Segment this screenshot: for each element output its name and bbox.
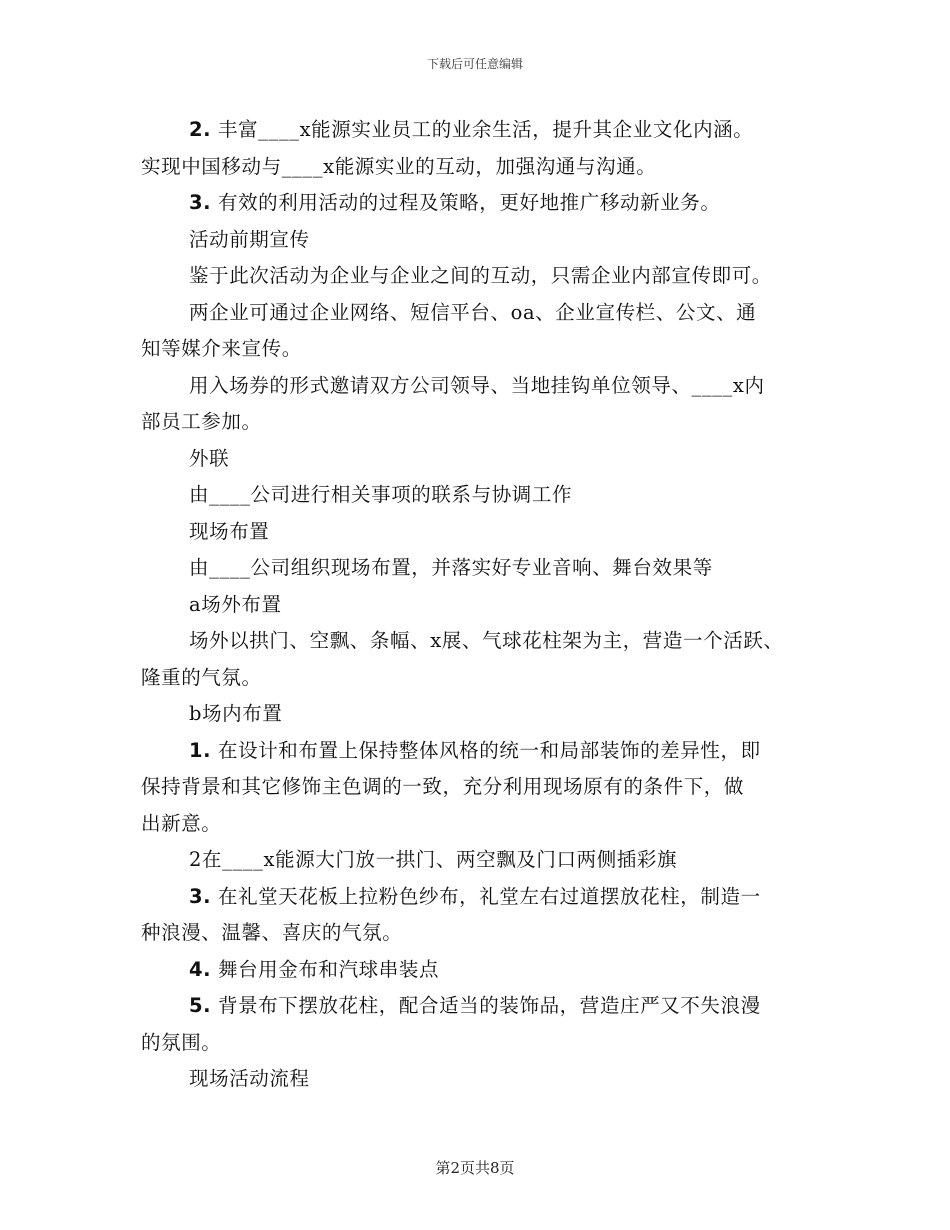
text-line xyxy=(141,368,821,405)
line-text: 2在____x能源大门放一拱门、两空飘及门口两侧插彩旗 xyxy=(189,848,678,871)
line-text: 种浪漫、温馨、喜庆的气氛。 xyxy=(141,921,403,944)
text-line xyxy=(141,477,821,514)
text-line xyxy=(141,112,821,149)
line-text: 活动前期宣传 xyxy=(189,227,310,251)
text-line xyxy=(141,331,821,368)
line-text: 隆重的气氛。 xyxy=(141,665,262,689)
text-line xyxy=(141,514,821,551)
list-number: 3. xyxy=(189,191,212,214)
text-line xyxy=(141,915,821,952)
text-line xyxy=(141,623,821,660)
line-text: a场外布置 xyxy=(189,592,282,616)
text-line xyxy=(141,769,821,806)
line-text: 由____公司组织现场布置，并落实好专业音响、舞台效果等 xyxy=(189,556,713,579)
list-number: 3. xyxy=(189,884,212,908)
line-text: 知等媒介来宣传。 xyxy=(141,337,302,360)
text-line xyxy=(141,550,821,587)
document-body xyxy=(141,112,821,1098)
line-text: 外联 xyxy=(189,446,230,470)
line-text: 背景布下摆放花柱，配合适当的装饰品，营造庄严又不失浪漫 xyxy=(211,994,761,1017)
line-text: 两企业可通过企业网络、短信平台、oa、企业宣传栏、公文、通 xyxy=(189,300,757,324)
text-line xyxy=(141,660,821,697)
list-number: 4. xyxy=(189,957,212,981)
text-line xyxy=(141,185,821,222)
text-line xyxy=(141,733,821,770)
line-text: 实现中国移动与____x能源实业的互动，加强沟通与沟通。 xyxy=(141,154,657,178)
line-text: 鉴于此次活动为企业与企业之间的互动，只需企业内部宣传即可。 xyxy=(189,264,772,287)
text-line xyxy=(141,258,821,295)
line-text: 在礼堂天花板上拉粉色纱布，礼堂左右过道摆放花柱，制造一 xyxy=(211,884,761,908)
text-line xyxy=(141,149,821,186)
text-line xyxy=(141,441,821,478)
text-line xyxy=(141,842,821,879)
line-text: 用入场券的形式邀请双方公司领导、当地挂钩单位领导、____x内 xyxy=(189,373,765,397)
line-text: 保持背景和其它修饰主色调的一致，充分利用现场原有的条件下，做 xyxy=(141,775,745,798)
page-header: 下载后可任意编辑 xyxy=(426,57,523,71)
line-text: 丰富____x能源实业员工的业余生活，提升其企业文化内涵。 xyxy=(211,118,754,141)
text-line xyxy=(141,404,821,441)
line-text: 在设计和布置上保持整体风格的统一和局部装饰的差异性，即 xyxy=(211,738,761,762)
text-line xyxy=(141,988,821,1025)
text-line xyxy=(141,806,821,843)
line-text: 现场活动流程 xyxy=(189,1067,310,1090)
list-number: 1. xyxy=(189,738,212,762)
page-footer: 第2页共8页 xyxy=(435,1159,515,1177)
list-number: 2. xyxy=(189,118,212,141)
line-text: 有效的利用活动的过程及策略，更好地推广移动新业务。 xyxy=(211,191,721,214)
line-text: 出新意。 xyxy=(141,811,222,835)
line-text: 的氛围。 xyxy=(141,1030,222,1054)
list-number: 5. xyxy=(189,994,212,1017)
line-text: 部员工参加。 xyxy=(141,410,262,433)
text-line xyxy=(141,1025,821,1062)
line-text: b场内布置 xyxy=(189,702,283,725)
text-line xyxy=(141,587,821,624)
text-line xyxy=(141,952,821,989)
text-line xyxy=(141,222,821,259)
line-text: 现场布置 xyxy=(189,519,270,543)
text-line xyxy=(141,295,821,332)
text-line xyxy=(141,696,821,733)
text-line xyxy=(141,879,821,916)
line-text: 由____公司进行相关事项的联系与协调工作 xyxy=(189,483,573,506)
line-text: 舞台用金布和汽球串装点 xyxy=(211,957,440,981)
text-line xyxy=(141,1061,821,1098)
line-text: 场外以拱门、空飘、条幅、x展、气球花柱架为主，营造一个活跃、 xyxy=(189,629,784,652)
